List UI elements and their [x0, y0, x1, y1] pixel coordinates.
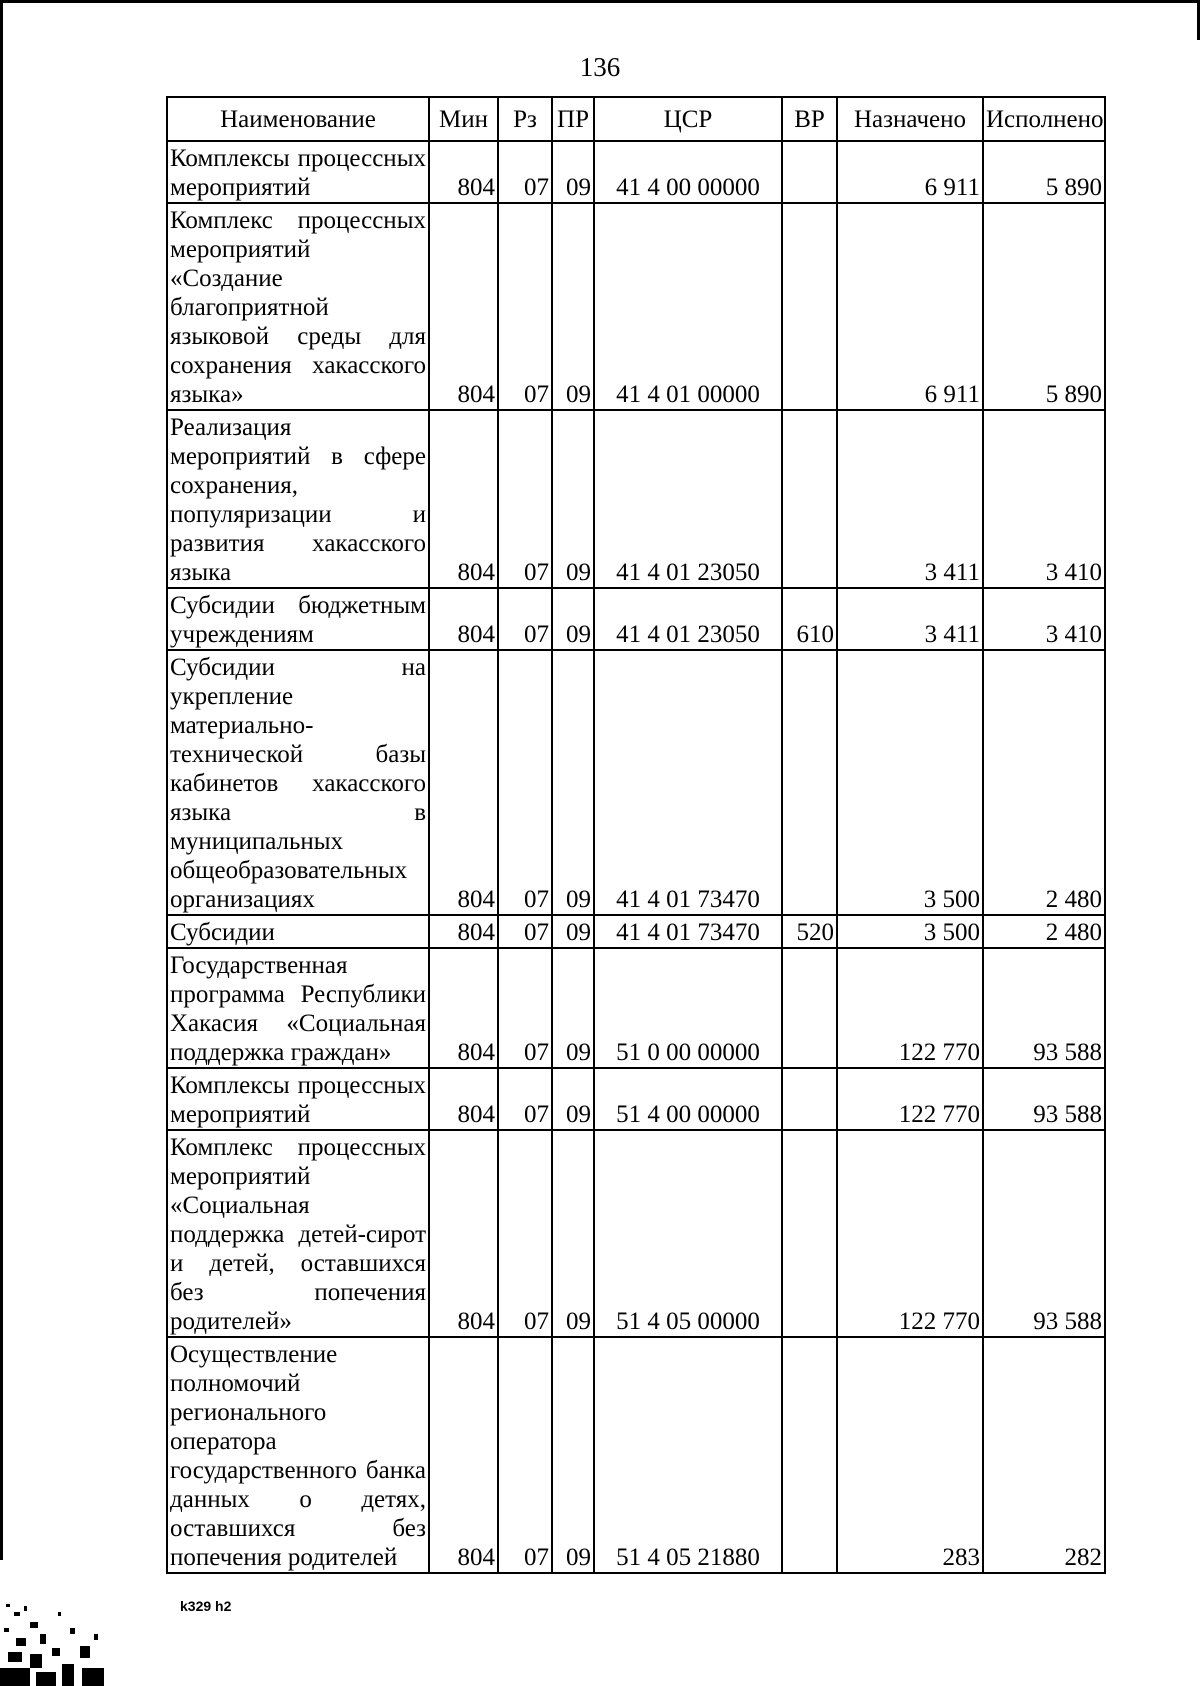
cell-pr: 09 [552, 948, 594, 1068]
cell-rz: 07 [498, 1337, 552, 1573]
cell-executed: 282 [983, 1337, 1105, 1573]
cell-assigned: 122 770 [837, 1068, 983, 1130]
cell-min: 804 [429, 588, 498, 650]
table-row [167, 915, 1105, 948]
table-body [167, 141, 1105, 1573]
scan-edge-top [0, 0, 1200, 3]
cell-vr [782, 203, 837, 410]
table-row [167, 588, 1105, 650]
table-row [167, 1337, 1105, 1573]
header-min: Мин [429, 97, 498, 141]
header-csr: ЦСР [594, 97, 782, 141]
cell-name: Субсидии на укрепление материально-технической базы кабинетов хакасского языка в муниципальных общеобразовательных организациях [167, 650, 429, 915]
cell-csr: 51 4 05 21880 [594, 1337, 782, 1573]
cell-rz: 07 [498, 650, 552, 915]
budget-table [166, 96, 1106, 1574]
table-row [167, 650, 1105, 915]
cell-min: 804 [429, 915, 498, 948]
table-header-row [167, 97, 1105, 141]
header-executed: Исполнено [983, 97, 1105, 141]
header-pr: ПР [552, 97, 594, 141]
cell-assigned: 3 411 [837, 410, 983, 588]
cell-vr [782, 948, 837, 1068]
cell-pr: 09 [552, 410, 594, 588]
cell-pr: 09 [552, 588, 594, 650]
cell-pr: 09 [552, 203, 594, 410]
table-row [167, 141, 1105, 203]
cell-rz: 07 [498, 141, 552, 203]
cell-assigned: 3 500 [837, 915, 983, 948]
cell-pr: 09 [552, 1068, 594, 1130]
cell-vr [782, 141, 837, 203]
cell-min: 804 [429, 650, 498, 915]
cell-vr [782, 410, 837, 588]
cell-min: 804 [429, 141, 498, 203]
cell-pr: 09 [552, 650, 594, 915]
cell-pr: 09 [552, 915, 594, 948]
cell-name: Комплексы процессных мероприятий [167, 141, 429, 203]
footer-code: k329 h2 [180, 1598, 232, 1614]
cell-name: Комплекс процессных мероприятий «Социальная поддержка детей-сирот и детей, оставшихся без попечения родителей» [167, 1130, 429, 1337]
cell-name: Реализация мероприятий в сфере сохранения, популяризации и развития хакасского языка [167, 410, 429, 588]
cell-executed: 2 480 [983, 650, 1105, 915]
cell-vr [782, 650, 837, 915]
cell-min: 804 [429, 1337, 498, 1573]
cell-assigned: 6 911 [837, 141, 983, 203]
cell-assigned: 3 500 [837, 650, 983, 915]
cell-min: 804 [429, 1068, 498, 1130]
cell-assigned: 122 770 [837, 1130, 983, 1337]
cell-name: Осуществление полномочий регионального оператора государственного банка данных о детях, оставшихся без попечения родителей [167, 1337, 429, 1573]
cell-pr: 09 [552, 1130, 594, 1337]
cell-min: 804 [429, 410, 498, 588]
cell-pr: 09 [552, 141, 594, 203]
cell-csr: 51 0 00 00000 [594, 948, 782, 1068]
table-row [167, 203, 1105, 410]
cell-vr: 520 [782, 915, 837, 948]
page-number: 136 [579, 52, 621, 82]
cell-csr: 41 4 01 23050 [594, 410, 782, 588]
cell-csr: 41 4 01 73470 [594, 650, 782, 915]
table-row [167, 410, 1105, 588]
cell-executed: 3 410 [983, 410, 1105, 588]
cell-min: 804 [429, 1130, 498, 1337]
table-row [167, 1068, 1105, 1130]
cell-rz: 07 [498, 203, 552, 410]
cell-name: Субсидии [167, 915, 429, 948]
cell-name: Государственная программа Республики Хакасия «Социальная поддержка граждан» [167, 948, 429, 1068]
cell-csr: 51 4 05 00000 [594, 1130, 782, 1337]
header-vr: ВР [782, 97, 837, 141]
cell-rz: 07 [498, 948, 552, 1068]
cell-assigned: 6 911 [837, 203, 983, 410]
cell-executed: 3 410 [983, 588, 1105, 650]
cell-executed: 93 588 [983, 948, 1105, 1068]
cell-name: Субсидии бюджетным учреждениям [167, 588, 429, 650]
cell-executed: 93 588 [983, 1130, 1105, 1337]
cell-executed: 93 588 [983, 1068, 1105, 1130]
cell-csr: 41 4 01 00000 [594, 203, 782, 410]
header-name: Наименование [167, 97, 429, 141]
cell-rz: 07 [498, 588, 552, 650]
table-row [167, 948, 1105, 1068]
cell-assigned: 122 770 [837, 948, 983, 1068]
cell-pr: 09 [552, 1337, 594, 1573]
cell-csr: 41 4 01 23050 [594, 588, 782, 650]
header-assigned: Назначено [837, 97, 983, 141]
cell-min: 804 [429, 948, 498, 1068]
cell-executed: 5 890 [983, 203, 1105, 410]
cell-vr: 610 [782, 588, 837, 650]
cell-rz: 07 [498, 1130, 552, 1337]
cell-executed: 5 890 [983, 141, 1105, 203]
cell-name: Комплексы процессных мероприятий [167, 1068, 429, 1130]
cell-csr: 51 4 00 00000 [594, 1068, 782, 1130]
cell-rz: 07 [498, 915, 552, 948]
cell-vr [782, 1337, 837, 1573]
cell-min: 804 [429, 203, 498, 410]
cell-vr [782, 1130, 837, 1337]
cell-assigned: 3 411 [837, 588, 983, 650]
cell-vr [782, 1068, 837, 1130]
cell-assigned: 283 [837, 1337, 983, 1573]
scan-edge-left [0, 0, 3, 1560]
table-row [167, 1130, 1105, 1337]
cell-name: Комплекс процессных мероприятий «Создание благоприятной языковой среды для сохранения хакасского языка» [167, 203, 429, 410]
cell-rz: 07 [498, 410, 552, 588]
cell-rz: 07 [498, 1068, 552, 1130]
cell-csr: 41 4 00 00000 [594, 141, 782, 203]
scan-noise-mark [0, 1598, 110, 1686]
cell-csr: 41 4 01 73470 [594, 915, 782, 948]
cell-executed: 2 480 [983, 915, 1105, 948]
header-rz: Рз [498, 97, 552, 141]
